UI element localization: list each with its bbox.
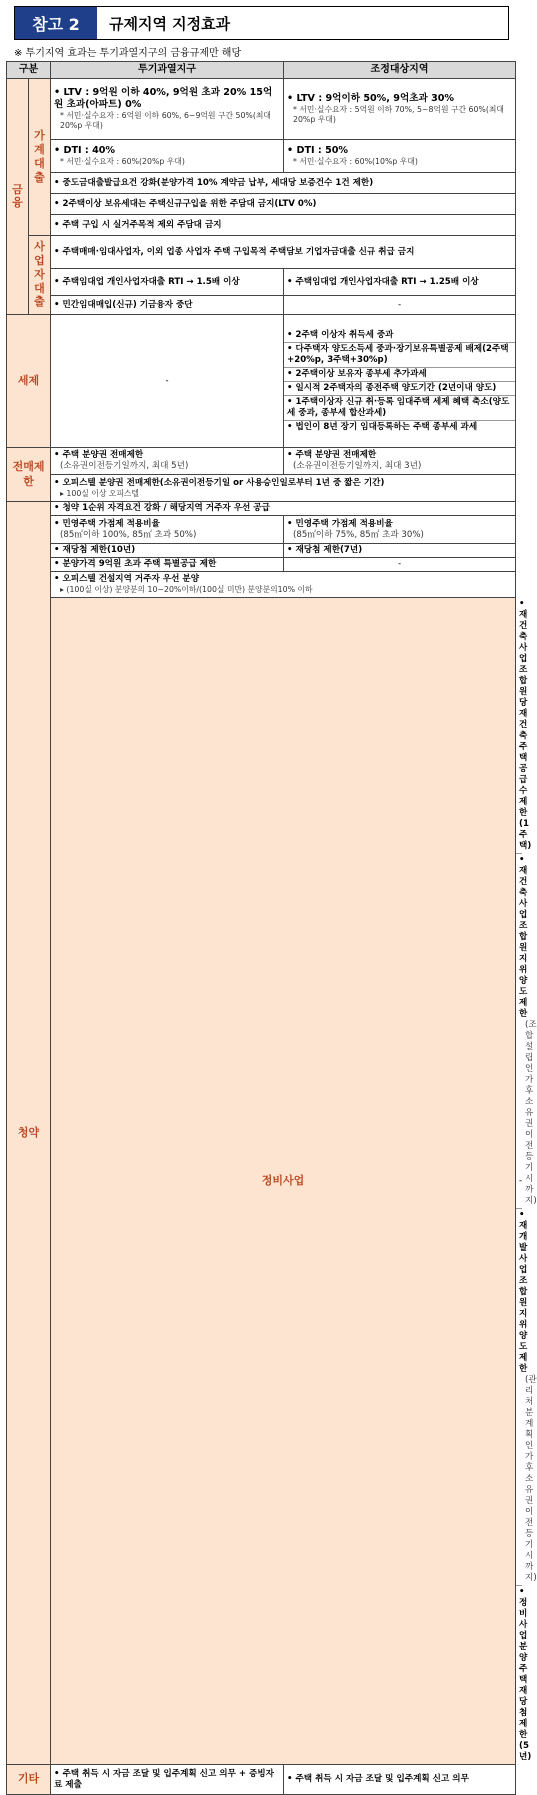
rti-speculative: • 주택임대업 개인사업자대출 RTI → 1.5배 이상 (51, 269, 284, 296)
officetel-priority-sub: ▸ (100실 이상) 분양분의 10~20%이하/(100실 미만) 분양분의10% 이하 (60, 585, 313, 595)
table-row (7, 236, 516, 269)
officetel-priority: • 오피스텔 건설지역 거주자 우선 분양 (54, 574, 199, 585)
rti-adjustment: • 주택임대업 개인사업자대출 RTI → 1.25배 이상 (284, 269, 516, 296)
point-system-speculative: • 민영주택 가점제 적용비율 (54, 518, 160, 529)
tax-item: • 2주택이상 보유자 종부세 추가과세 (284, 368, 515, 382)
officetel-resale-cell (51, 475, 516, 502)
resale-adjustment-cell (284, 448, 516, 475)
table-row (7, 194, 516, 215)
category-resale-restriction: 전매제한 (7, 448, 51, 502)
tax-item: • 법인이 8년 장기 임대등록하는 주택 종부세 과세 (287, 421, 478, 432)
first-rank-eligibility: • 청약 1순위 자격요건 강화 / 해당지역 거주자 우선 공급 (51, 502, 516, 516)
fund-plan-adjustment: • 주택 취득 시 자금 조달 및 입주계획 신고 의무 (284, 1765, 516, 1795)
dti-adjustment-cell (284, 140, 516, 173)
category-other: 기타 (7, 1765, 51, 1795)
redevelopment-item-sub: (조합설립인가 후 소유권이전등기시까지) (525, 1020, 537, 1206)
ltv-adjustment: • LTV : 9억이하 50%, 9억초과 30% (287, 92, 455, 104)
category-subscription: 청약 (7, 502, 51, 1765)
page-title: 규제지역 지정효과 (109, 14, 231, 33)
table-row (7, 269, 516, 296)
table-row (7, 1765, 516, 1795)
non-residence-mortgage-ban: • 주택 구입 시 실거주목적 제외 주담대 금지 (51, 215, 516, 236)
header-box (14, 6, 509, 40)
ltv-speculative: • LTV : 9억원 이하 40%, 9억원 초과 20% 15억원 초과(아파트) 0% (54, 86, 273, 111)
table-row: 정비사업 • 재건축사업 조합원당 재건축 주택공급수 제한(1주택) • 재건축사업 조합원 지위 양도제한 (조합설립인가 후 소유권이전등기시까지) • 재개발사업 조합원 지위 양도제한 (관리처분계획인가 후 소유권이전등기시까지) • 정비사업 분양주택 재당첨 제한(5년) - (7, 598, 516, 1765)
header-speculative-overheated: 투기과열지구 (51, 62, 284, 79)
tax-speculative-dash: - (51, 315, 284, 448)
special-supply-dash: - (284, 558, 516, 572)
table-row (7, 572, 516, 598)
header-category: 구분 (7, 62, 51, 79)
table-row (7, 215, 516, 236)
table-row (7, 516, 516, 544)
redevelopment-item: • 재건축사업 조합원당 재건축 주택공급수 제한(1주택) (516, 598, 522, 854)
tax-item: • 일시적 2주택자의 종전주택 양도기간 (2년이내 양도) (284, 382, 515, 396)
private-rental-dash: - (284, 296, 516, 315)
category-tax: 세제 (7, 315, 51, 448)
tax-adjustment-cell (284, 315, 516, 448)
redevelopment-item-sub: (관리처분계획인가 후 소유권이전등기시까지) (525, 1375, 537, 1583)
ltv-speculative-cell (51, 79, 284, 140)
point-system-adjustment: • 민영주택 가점제 적용비율 (287, 518, 393, 529)
resale-adjustment: • 주택 분양권 전매제한 (287, 450, 377, 460)
point-system-speculative-sub: (85㎡이하 100%, 85㎡ 초과 50%) (60, 529, 197, 540)
regulation-table (6, 61, 537, 1795)
rewin-limit-adjustment: • 재당첨 제한(7년) (284, 544, 516, 558)
table-row (7, 173, 516, 194)
dti-speculative: • DTI : 40% (54, 144, 116, 156)
point-system-adjustment-sub: (85㎡이하 75%, 85㎡ 초과 30%) (293, 529, 424, 540)
resale-speculative-cell (51, 448, 284, 475)
subcategory-business-loan: 사업자대출 (29, 236, 51, 315)
point-system-speculative-cell (51, 516, 284, 544)
dti-speculative-note: * 서민·실수요자 : 60%(20%p 우대) (60, 157, 185, 167)
officetel-resale: • 오피스텔 분양권 전매제한(소유권이전등기일 or 사용승인일로부터 1년 중 짧은 기간) (54, 477, 385, 488)
category-redevelopment: 정비사업 (51, 598, 516, 1765)
table-row (7, 448, 516, 475)
table-header-row (7, 62, 516, 79)
officetel-priority-cell (51, 572, 516, 598)
table-row (7, 502, 516, 516)
dti-adjustment-note: * 서민·실수요자 : 60%(10%p 우대) (293, 157, 418, 167)
header-adjustment-target: 조정대상지역 (284, 62, 516, 79)
reference-badge: 참고 2 (15, 7, 97, 39)
two-home-mortgage-ban: • 2주택이상 보유세대는 주택신규구입을 위한 주담대 금지(LTV 0%) (51, 194, 516, 215)
subcategory-household-loan: 가계대출 (29, 79, 51, 236)
special-supply-limit: • 분양가격 9억원 초과 주택 특별공급 제한 (51, 558, 284, 572)
resale-speculative-sub: (소유권이전등기일까지, 최대 5년) (60, 461, 189, 471)
redevelopment-item: • 정비사업 분양주택 재당첨 제한(5년) (519, 1587, 532, 1762)
tax-item: • 2주택 이상자 취득세 중과 (284, 329, 515, 343)
point-system-adjustment-cell (284, 516, 516, 544)
category-finance: 금융 (7, 79, 29, 315)
ltv-adjustment-cell (284, 79, 516, 140)
table-row (7, 79, 516, 140)
table-row (7, 315, 516, 448)
ltv-adjustment-note: * 서민·실수요자 : 5억원 이하 70%, 5~8억원 구간 60%(최대 20%p 우대) (293, 105, 504, 125)
fund-plan-speculative: • 주택 취득 시 자금 조달 및 입주계획 신고 의무 + 증빙자료 제출 (51, 1765, 284, 1795)
table-row (7, 296, 516, 315)
table-row (7, 140, 516, 173)
mid-payment-loan: • 중도금대출발급요건 강화(분양가격 10% 계약금 납부, 세대당 보증건수 1건 제한) (51, 173, 516, 194)
table-row (7, 558, 516, 572)
resale-adjustment-sub: (소유권이전등기일까지, 최대 3년) (293, 461, 422, 471)
private-rental-fund-halt: • 민간임대매입(신규) 기금융자 중단 (51, 296, 284, 315)
rewin-limit-speculative: • 재당첨 제한(10년) (51, 544, 284, 558)
scope-note: ※ 투기지역 효과는 투기과열지구의 금융규제만 해당 (14, 48, 242, 59)
dti-speculative-cell (51, 140, 284, 173)
table-row (7, 475, 516, 502)
table-row (7, 544, 516, 558)
ltv-speculative-note: * 서민·실수요자 : 6억원 이하 60%, 6~9억원 구간 50%(최대 20%p 우대) (60, 111, 271, 131)
business-loan-ban: • 주택매매·임대사업자, 이외 업종 사업자 주택 구입목적 주택담보 기업자금대출 신규 취급 금지 (51, 236, 516, 269)
resale-speculative: • 주택 분양권 전매제한 (54, 450, 144, 460)
officetel-resale-sub: ▸ 100실 이상 오피스텔 (60, 488, 139, 498)
dti-adjustment: • DTI : 50% (287, 144, 349, 156)
tax-item: • 1주택이상자 신규 취·등록 임대주택 세제 혜택 축소(양도세 중과, 종부세 합산과세) (284, 396, 515, 421)
tax-item: • 다주택자 양도소득세 중과·장기보유특별공제 배제(2주택+20%p, 3주택+30%p) (284, 343, 515, 368)
